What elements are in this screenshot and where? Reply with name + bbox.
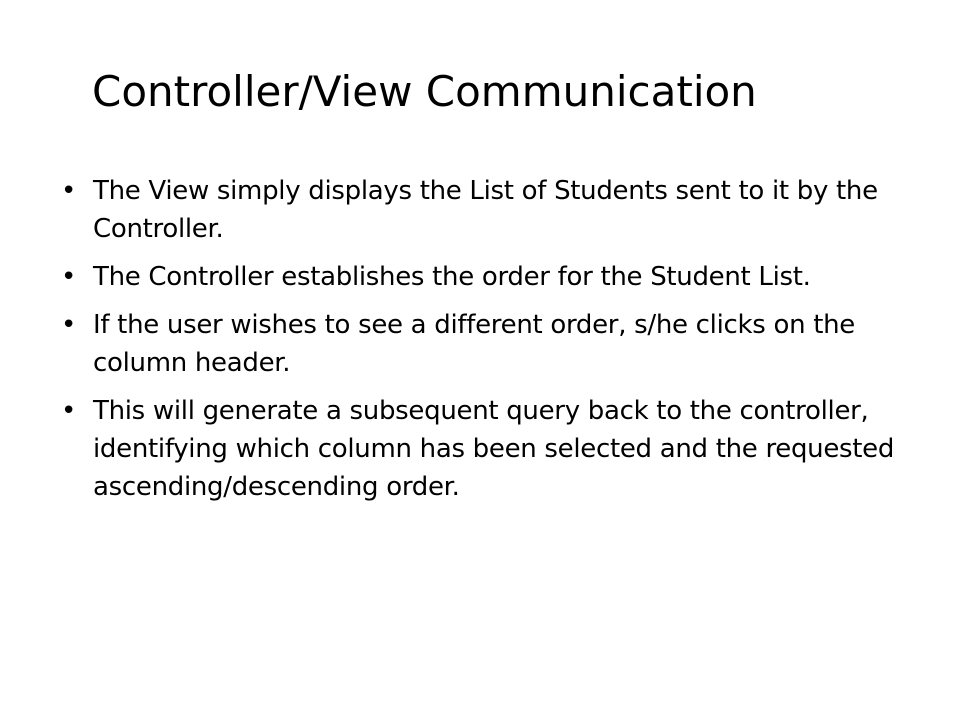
bullet-text: The View simply displays the List of Students sent to it by the Controller.: [93, 176, 878, 244]
bullet-icon: •: [61, 176, 77, 206]
bullet-item: [48, 258, 908, 296]
bullet-list: [48, 172, 908, 516]
bullet-item: [48, 172, 908, 248]
slide-title: Controller/View Communication: [92, 67, 757, 116]
bullet-icon: •: [61, 310, 77, 340]
bullet-icon: •: [61, 396, 77, 426]
bullet-text: This will generate a subsequent query back to the controller, identifying which column has been selected and the requested ascending/descending order.: [93, 396, 895, 502]
bullet-text: If the user wishes to see a different order, s/he clicks on the column header.: [93, 310, 855, 378]
bullet-item: [48, 392, 908, 506]
bullet-icon: •: [61, 262, 77, 292]
bullet-item: [48, 306, 908, 382]
bullet-text: The Controller establishes the order for the Student List.: [93, 262, 811, 292]
